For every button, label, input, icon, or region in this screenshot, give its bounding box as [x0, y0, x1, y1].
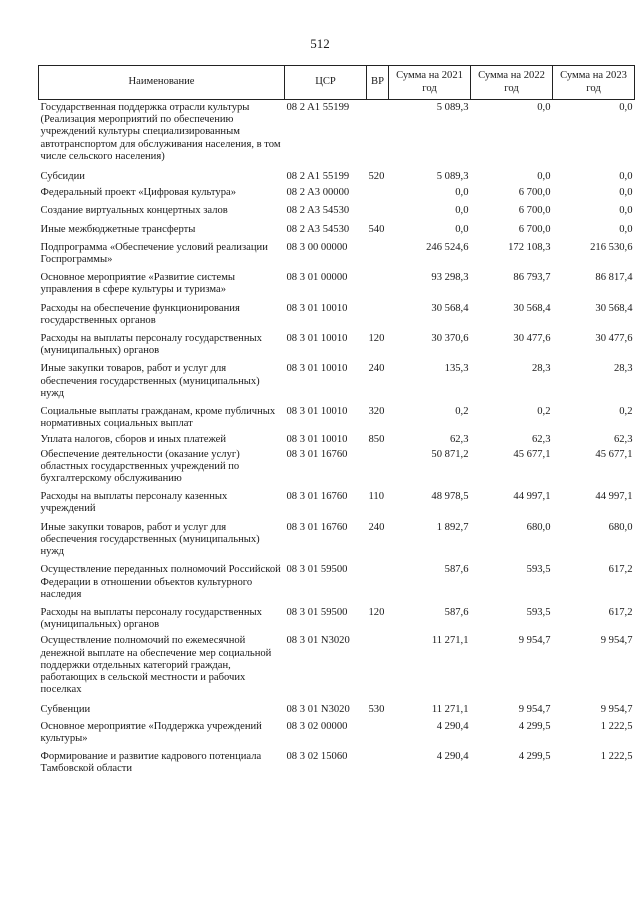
- row-sum-2022: 172 108,3: [508, 241, 551, 253]
- row-sum-2023: 62,3: [613, 434, 633, 446]
- row-name: Иные закупки товаров, работ и услуг для обеспечения государственных (муниципальных) нужд: [40, 521, 260, 558]
- row-sum-2023: 30 568,4: [595, 302, 633, 314]
- row-sum-2022: 30 477,6: [513, 333, 551, 345]
- row-vr-code: 850: [368, 434, 385, 446]
- row-csr-code: 08 3 01 10010: [286, 406, 348, 418]
- row-vr-code: 540: [368, 223, 385, 235]
- row-csr-code: 08 2 A3 54530: [286, 223, 350, 235]
- row-sum-2023: 44 997,1: [595, 491, 633, 503]
- row-sum-2022: 6 700,0: [518, 223, 551, 235]
- row-sum-2021: 30 370,6: [431, 333, 469, 345]
- row-vr-code: 320: [368, 406, 385, 418]
- row-sum-2021: 11 271,1: [431, 635, 469, 647]
- row-name: Основное мероприятие «Поддержка учреждений культуры»: [40, 720, 262, 744]
- row-csr-code: 08 3 01 N3020: [286, 635, 350, 647]
- table-row: [39, 199, 635, 217]
- table-row: [39, 430, 635, 446]
- row-sum-2021: 5 089,3: [436, 171, 469, 183]
- row-sum-2023: 9 954,7: [600, 704, 633, 716]
- row-sum-2022: 9 954,7: [518, 635, 551, 647]
- row-vr-code: [367, 631, 389, 696]
- row-sum-2023: 1 222,5: [600, 720, 633, 732]
- row-csr-code: 08 3 01 00000: [286, 272, 348, 284]
- row-sum-2023: 28,3: [613, 363, 633, 375]
- header-vr: ВР: [367, 66, 389, 100]
- table-row: [39, 266, 635, 296]
- row-csr-code: 08 3 01 59500: [286, 606, 348, 618]
- row-name: Уплата налогов, сборов и иных платежей: [40, 434, 227, 446]
- row-name: Государственная поддержка отрасли культуры (Реализация мероприятий по обеспечению учреждений культуры специализированным автотранспортом для обслуживания населения, в том числе сельского населения): [40, 102, 281, 162]
- row-csr-code: 08 3 01 10010: [286, 363, 348, 375]
- row-name: Расходы на обеспечение функционирования государственных органов: [40, 302, 240, 326]
- row-name: Обеспечение деятельности (оказание услуг) областных государственных учреждений по бухгалтерскому обслуживанию: [40, 448, 240, 485]
- row-sum-2023: 0,0: [619, 223, 633, 235]
- row-name: Создание виртуальных концертных залов: [40, 205, 228, 217]
- table-row: [39, 357, 635, 400]
- row-sum-2021: 48 978,5: [431, 491, 469, 503]
- row-vr-code: [367, 717, 389, 745]
- row-name: Осуществление полномочий по ежемесячной денежной выплате на обеспечение мер социальной поддержки отдельных категорий граждан, работающих в сельской местности и рабочих поселках: [40, 635, 272, 696]
- row-sum-2023: 1 222,5: [600, 750, 633, 762]
- row-sum-2023: 0,0: [619, 171, 633, 183]
- row-vr-code: [367, 745, 389, 775]
- row-sum-2021: 587,6: [444, 564, 469, 576]
- table-row: [39, 717, 635, 745]
- table-row: [39, 745, 635, 775]
- row-name: Расходы на выплаты персоналу государственных (муниципальных) органов: [40, 606, 262, 631]
- row-sum-2022: 86 793,7: [513, 272, 551, 284]
- row-sum-2022: 593,5: [526, 564, 551, 576]
- header-name: Наименование: [39, 66, 285, 100]
- row-sum-2021: 0,0: [455, 223, 469, 235]
- row-name: Субвенции: [40, 704, 91, 716]
- row-sum-2021: 0,0: [455, 187, 469, 199]
- table-row: [39, 218, 635, 236]
- row-sum-2023: 617,2: [608, 606, 633, 618]
- row-sum-2023: 45 677,1: [595, 448, 633, 460]
- row-vr-code: [367, 199, 389, 217]
- row-sum-2021: 4 290,4: [436, 750, 469, 762]
- row-csr-code: 08 3 01 59500: [286, 564, 348, 576]
- row-sum-2023: 0,0: [619, 102, 633, 113]
- row-name: Социальные выплаты гражданам, кроме публичных нормативных социальных выплат: [40, 406, 276, 430]
- table-row: [39, 297, 635, 327]
- row-sum-2021: 1 892,7: [436, 521, 469, 533]
- row-sum-2023: 617,2: [608, 564, 633, 576]
- header-csr: ЦСР: [285, 66, 367, 100]
- row-sum-2021: 0,0: [455, 205, 469, 217]
- row-csr-code: 08 3 00 00000: [286, 241, 348, 253]
- row-sum-2021: 246 524,6: [426, 241, 469, 253]
- row-sum-2022: 0,2: [537, 406, 551, 418]
- table-row: [39, 558, 635, 601]
- row-sum-2023: 0,0: [619, 187, 633, 199]
- row-vr-code: [367, 183, 389, 199]
- row-sum-2023: 0,2: [619, 406, 633, 418]
- row-sum-2021: 4 290,4: [436, 720, 469, 732]
- row-name: Расходы на выплаты персоналу государственных (муниципальных) органов: [40, 333, 262, 357]
- row-sum-2021: 135,3: [444, 363, 469, 375]
- row-csr-code: 08 3 01 10010: [286, 302, 348, 314]
- table-row: [39, 400, 635, 430]
- row-csr-code: 08 3 01 16760: [286, 448, 348, 460]
- row-sum-2023: 30 477,6: [595, 333, 633, 345]
- row-sum-2021: 30 568,4: [431, 302, 469, 314]
- row-sum-2021: 93 298,3: [431, 272, 469, 284]
- header-row: [39, 66, 635, 100]
- row-sum-2022: 45 677,1: [513, 448, 551, 460]
- row-csr-code: 08 3 01 16760: [286, 491, 348, 503]
- row-vr-code: [367, 266, 389, 296]
- row-sum-2022: 30 568,4: [513, 302, 551, 314]
- row-name: Подпрограмма «Обеспечение условий реализации Госпрограммы»: [40, 241, 268, 266]
- table-row: [39, 327, 635, 357]
- row-csr-code: 08 3 01 16760: [286, 521, 348, 533]
- header-sum-2021: Сумма на 2021 год: [389, 66, 471, 100]
- row-vr-code: 120: [368, 333, 385, 345]
- row-vr-code: 120: [368, 606, 385, 618]
- row-vr-code: 240: [368, 363, 385, 375]
- row-csr-code: 08 2 A3 00000: [286, 187, 350, 199]
- table-row: [39, 485, 635, 515]
- row-sum-2022: 44 997,1: [513, 491, 551, 503]
- row-sum-2021: 587,6: [444, 606, 469, 618]
- row-name: Формирование и развитие кадрового потенциала Тамбовской области: [40, 750, 262, 775]
- row-sum-2023: 216 530,6: [590, 241, 633, 253]
- table-row: [39, 516, 635, 559]
- row-name: Расходы на выплаты персоналу казенных учреждений: [40, 491, 228, 515]
- row-csr-code: 08 3 02 15060: [286, 750, 348, 762]
- row-sum-2022: 28,3: [531, 363, 551, 375]
- row-vr-code: [367, 100, 389, 164]
- page-number: 512: [310, 36, 330, 51]
- table-row: [39, 236, 635, 266]
- row-sum-2022: 4 299,5: [518, 720, 551, 732]
- row-sum-2022: 4 299,5: [518, 750, 551, 762]
- row-vr-code: 530: [368, 704, 385, 716]
- row-sum-2023: 680,0: [608, 521, 633, 533]
- row-vr-code: 520: [368, 171, 385, 183]
- row-name: Осуществление переданных полномочий Российской Федерации в отношении объектов культурного наследия: [40, 564, 281, 600]
- table-row: [39, 601, 635, 631]
- row-name: Иные межбюджетные трансферты: [40, 223, 196, 235]
- row-sum-2021: 50 871,2: [431, 448, 469, 460]
- row-sum-2022: 6 700,0: [518, 205, 551, 217]
- row-csr-code: 08 3 01 10010: [286, 434, 348, 446]
- table-row: [39, 631, 635, 696]
- table-row: [39, 696, 635, 716]
- row-sum-2023: 0,0: [619, 205, 633, 217]
- row-sum-2022: 0,0: [537, 102, 551, 113]
- row-vr-code: [367, 558, 389, 601]
- row-csr-code: 08 3 02 00000: [286, 720, 348, 732]
- row-sum-2022: 6 700,0: [518, 187, 551, 199]
- row-name: Основное мероприятие «Развитие системы управления в сфере культуры и туризма»: [40, 272, 236, 296]
- row-sum-2022: 62,3: [531, 434, 551, 446]
- row-sum-2023: 86 817,4: [595, 272, 633, 284]
- row-sum-2021: 0,2: [455, 406, 469, 418]
- row-sum-2022: 9 954,7: [518, 704, 551, 716]
- table-row: [39, 100, 635, 164]
- row-sum-2021: 11 271,1: [431, 704, 469, 716]
- table-row: [39, 163, 635, 183]
- row-vr-code: 110: [368, 491, 384, 503]
- row-sum-2021: 5 089,3: [436, 102, 469, 113]
- table-body: [39, 100, 635, 776]
- budget-table: [38, 65, 635, 775]
- row-csr-code: 08 3 01 10010: [286, 333, 348, 345]
- table-row: [39, 447, 635, 486]
- table-header: [39, 66, 635, 100]
- row-vr-code: [367, 236, 389, 266]
- row-vr-code: 240: [368, 521, 385, 533]
- row-name: Иные закупки товаров, работ и услуг для обеспечения государственных (муниципальных) нужд: [40, 363, 260, 399]
- row-csr-code: 08 3 01 N3020: [286, 704, 350, 716]
- row-vr-code: [367, 297, 389, 327]
- row-sum-2022: 593,5: [526, 606, 551, 618]
- row-sum-2021: 62,3: [449, 434, 469, 446]
- header-sum-2023: Сумма на 2023 год: [553, 66, 635, 100]
- row-sum-2022: 0,0: [537, 171, 551, 183]
- row-csr-code: 08 2 A1 55199: [286, 171, 350, 183]
- table-row: [39, 183, 635, 199]
- row-csr-code: 08 2 A1 55199: [286, 102, 350, 113]
- header-sum-2022: Сумма на 2022 год: [471, 66, 553, 100]
- row-name: Федеральный проект «Цифровая культура»: [40, 187, 237, 199]
- row-sum-2022: 680,0: [526, 521, 551, 533]
- row-csr-code: 08 2 A3 54530: [286, 205, 350, 217]
- row-name: Субсидии: [40, 171, 85, 183]
- row-sum-2023: 9 954,7: [600, 635, 633, 647]
- row-vr-code: [367, 447, 389, 486]
